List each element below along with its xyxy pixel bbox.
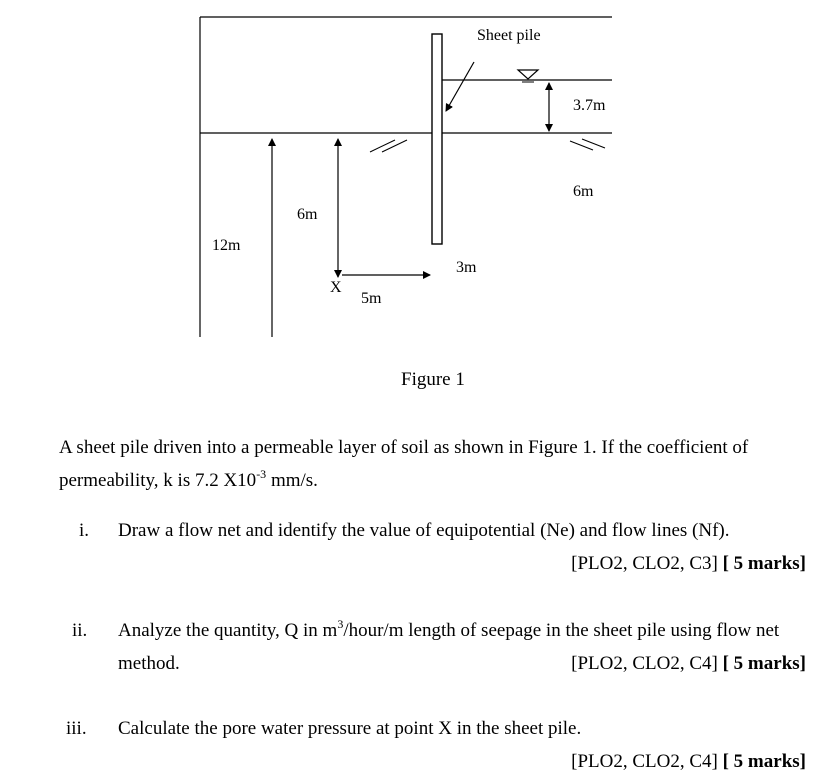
- question-2-text-line-2: method.: [118, 653, 180, 674]
- left-depth-label: 6m: [297, 206, 318, 223]
- intro-line-1: A sheet pile driven into a permeable layer of soil as shown in Figure 1. If the coefficient of: [59, 437, 749, 458]
- question-1-marks: [PLO2, CLO2, C3] [ 5 marks]: [571, 553, 806, 574]
- sheet-pile-pointer: [446, 62, 474, 111]
- question-2-marks: [PLO2, CLO2, C4] [ 5 marks]: [571, 653, 806, 674]
- question-1-text: Draw a flow net and identify the value of equipotential (Ne) and flow lines (Nf).: [118, 520, 730, 541]
- question-3-text: Calculate the pore water pressure at point X in the sheet pile.: [118, 718, 582, 739]
- question-2-text: Analyze the quantity, Q in $m^3/hour/m$ length of seepage in the sheet pile using flow net: [118, 617, 780, 641]
- soil-hatch-left: [370, 140, 395, 152]
- right-depth-label: 6m: [573, 183, 594, 200]
- figure-caption: Figure 1: [401, 369, 465, 390]
- water-level-symbol: [518, 70, 538, 79]
- sheet-pile: [432, 34, 442, 244]
- pile-embed-label: 3m: [456, 259, 477, 276]
- total-depth-label: 12m: [212, 237, 241, 254]
- question-2-number: ii.: [72, 620, 88, 641]
- horizontal-label: 5m: [361, 290, 382, 307]
- point-x-label: X: [330, 279, 342, 296]
- question-3-marks: [PLO2, CLO2, C4] [ 5 marks]: [571, 751, 806, 772]
- intro-line-2: permeability, k is 7.2 $X10^{-3}$ mm/s.: [59, 467, 318, 491]
- question-1-number: i.: [79, 520, 90, 541]
- question-3-number: iii.: [66, 718, 87, 739]
- sheet-pile-label: Sheet pile: [477, 27, 541, 44]
- head-diff-label: 3.7m: [573, 97, 606, 114]
